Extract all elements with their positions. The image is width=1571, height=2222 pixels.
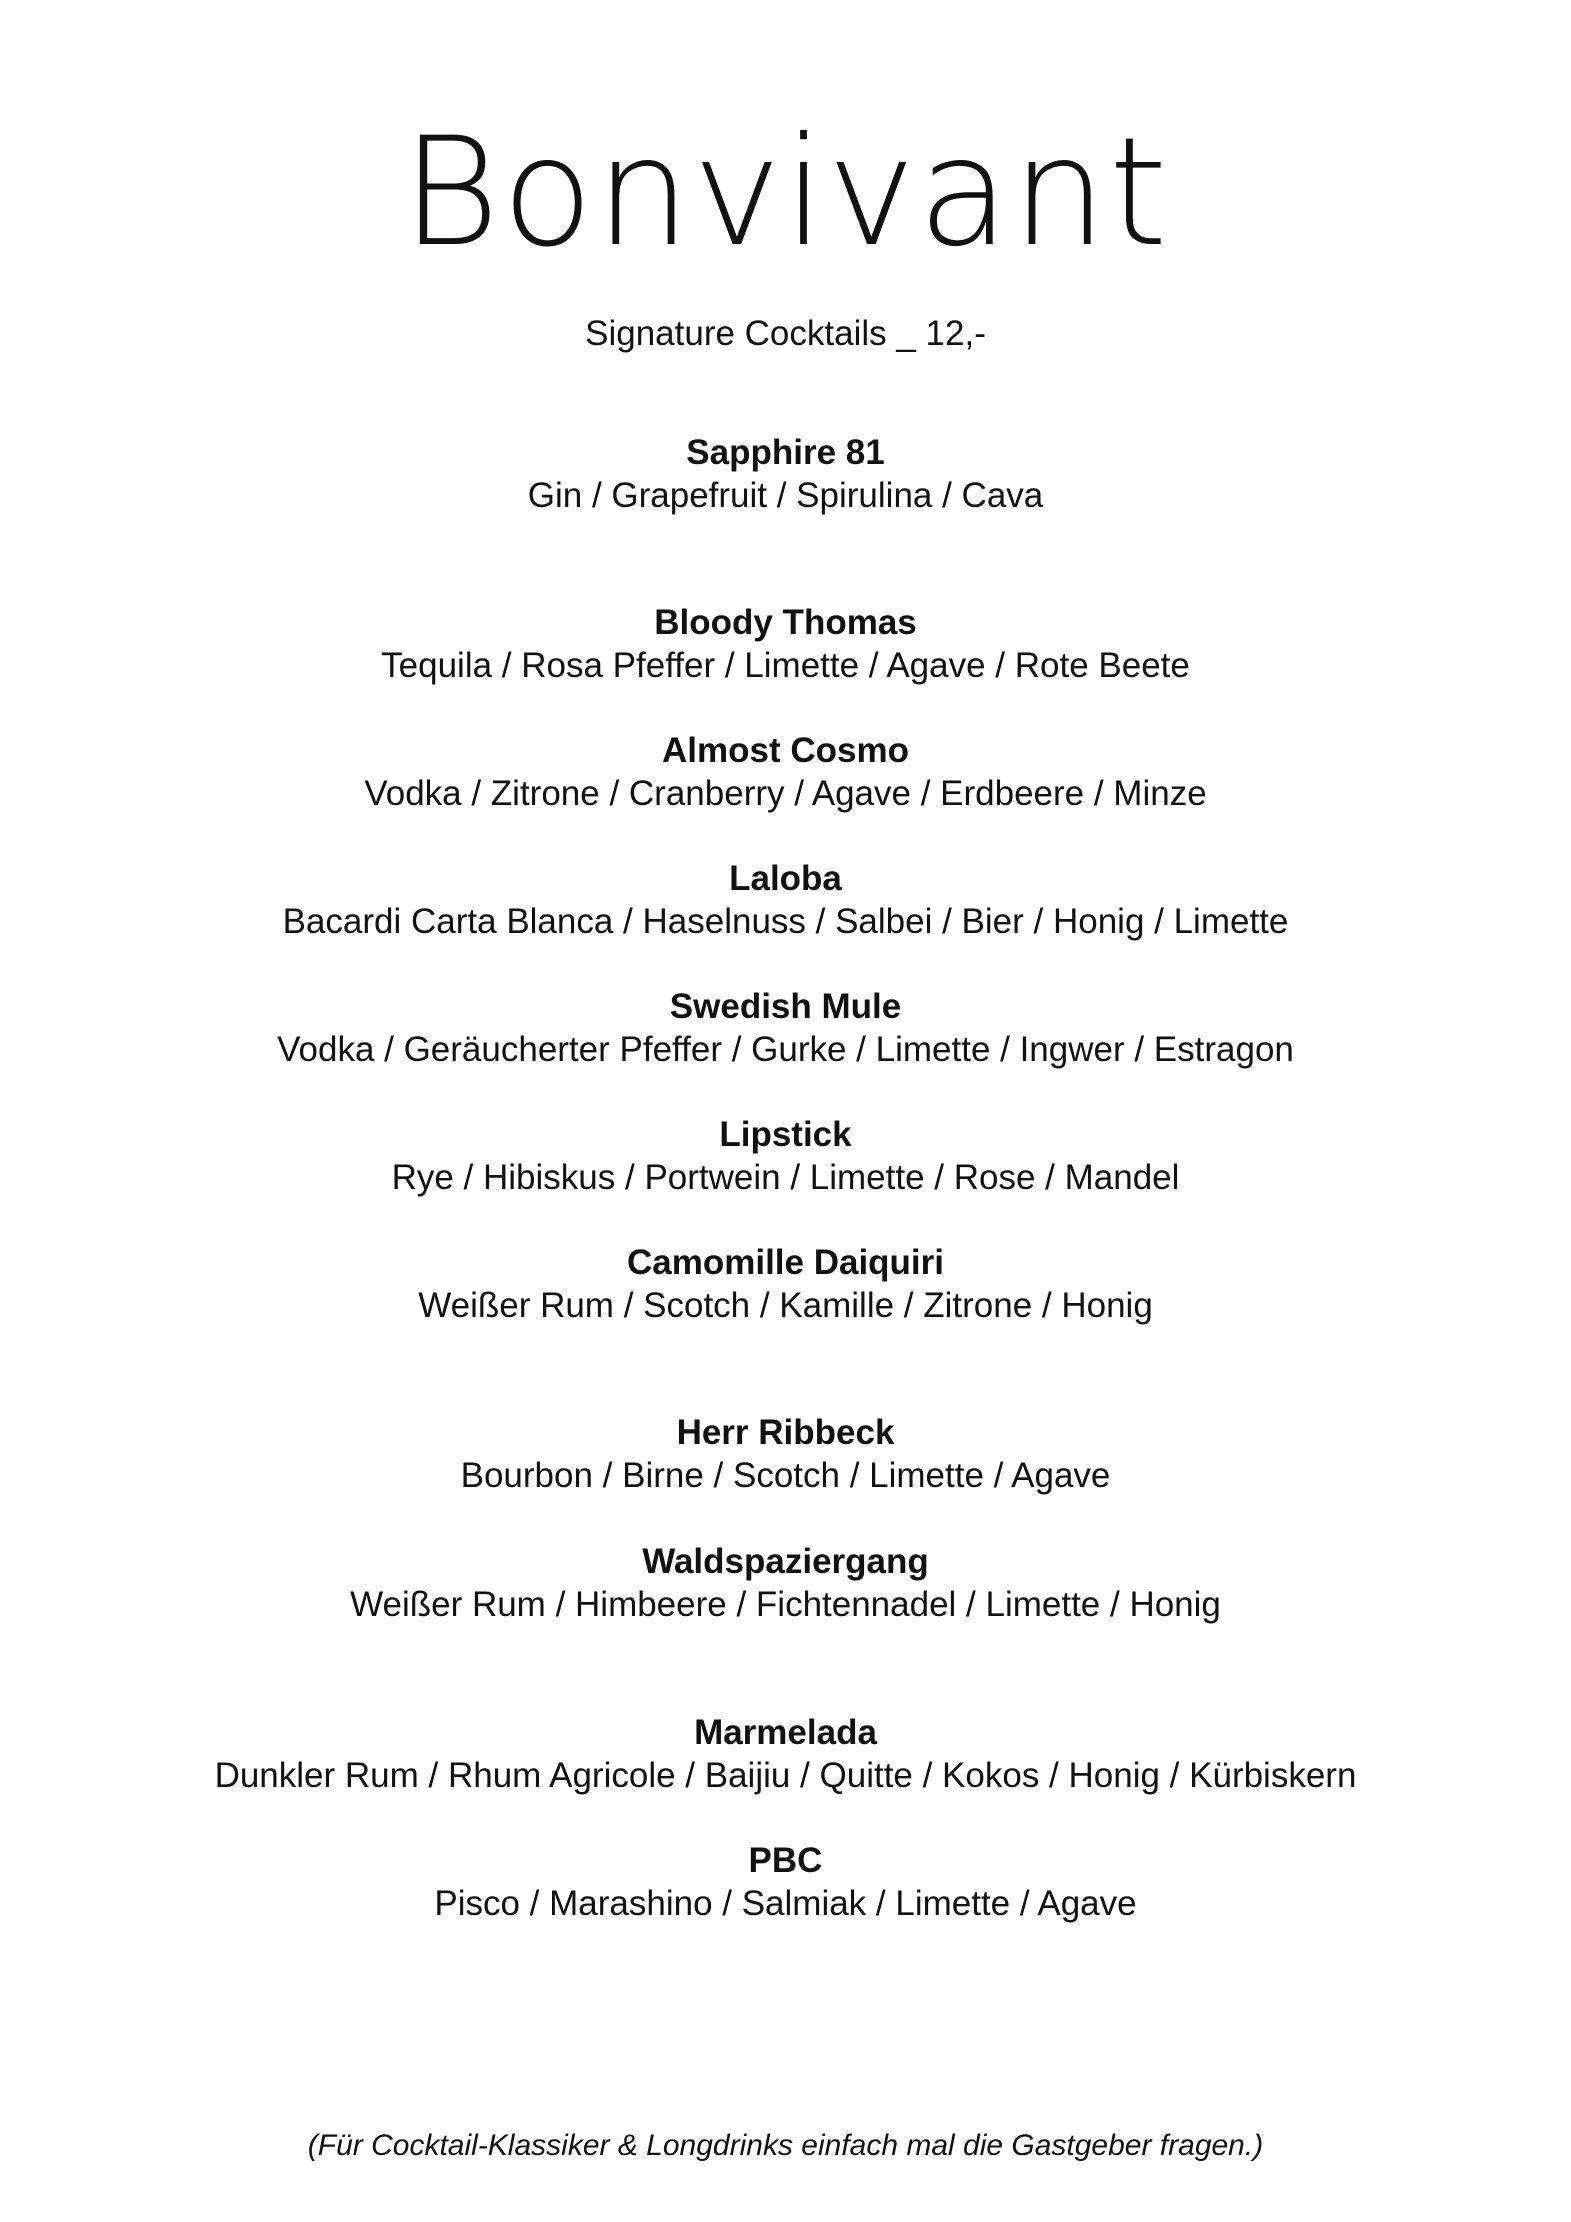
cocktail-ingredients: Dunkler Rum / Rhum Agricole / Baijiu / Quitte / Kokos / Honig / Kürbiskern <box>214 1756 1357 1795</box>
cocktail-name: Marmelada <box>694 1713 877 1752</box>
cocktail-ingredients: Vodka / Geräucherter Pfeffer / Gurke / Limette / Ingwer / Estragon <box>277 1030 1294 1069</box>
cocktail-ingredients: Vodka / Zitrone / Cranberry / Agave / Erdbeere / Minze <box>364 774 1207 813</box>
menu-item <box>0 1242 1571 1328</box>
menu-item <box>0 986 1571 1072</box>
cocktail-name: Swedish Mule <box>669 987 902 1026</box>
cocktail-ingredients: Rye / Hibiskus / Portwein / Limette / Rose / Mandel <box>391 1158 1180 1197</box>
menu-item <box>0 1114 1571 1200</box>
footnote: (Für Cocktail-Klassiker & Longdrinks einfach mal die Gastgeber fragen.) <box>307 2129 1264 2162</box>
logo: Bonvivant <box>401 106 1170 280</box>
menu-item <box>0 602 1571 688</box>
cocktail-name: Camomille Daiquiri <box>626 1243 945 1282</box>
cocktail-name: Bloody Thomas <box>654 603 917 642</box>
cocktail-ingredients: Bacardi Carta Blanca / Haselnuss / Salbei / Bier / Honig / Limette <box>282 902 1289 941</box>
menu-item <box>0 1412 1571 1498</box>
cocktail-ingredients: Weißer Rum / Scotch / Kamille / Zitrone / Honig <box>418 1286 1153 1325</box>
cocktail-name: PBC <box>748 1841 823 1880</box>
menu-item <box>0 1541 1571 1627</box>
cocktail-name: Almost Cosmo <box>662 731 909 770</box>
cocktail-ingredients: Pisco / Marashino / Salmiak / Limette / Agave <box>434 1884 1137 1923</box>
cocktail-name: Waldspaziergang <box>642 1542 929 1581</box>
cocktail-name: Herr Ribbeck <box>676 1413 895 1452</box>
cocktail-ingredients: Tequila / Rosa Pfeffer / Limette / Agave / Rote Beete <box>381 646 1190 685</box>
cocktail-ingredients: Weißer Rum / Himbeere / Fichtennadel / Limette / Honig <box>350 1585 1221 1624</box>
cocktail-name: Sapphire 81 <box>686 433 885 472</box>
cocktail-ingredients: Gin / Grapefruit / Spirulina / Cava <box>527 476 1044 515</box>
cocktail-name: Lipstick <box>719 1115 852 1154</box>
menu-subtitle: Signature Cocktails _ 12,- <box>585 314 986 353</box>
cocktail-name: Laloba <box>729 859 842 898</box>
menu-item <box>0 432 1571 518</box>
cocktail-ingredients: Bourbon / Birne / Scotch / Limette / Agave <box>460 1456 1111 1495</box>
menu-item <box>0 730 1571 816</box>
menu-item <box>0 1712 1571 1798</box>
menu-item <box>0 1840 1571 1926</box>
menu-item <box>0 858 1571 944</box>
